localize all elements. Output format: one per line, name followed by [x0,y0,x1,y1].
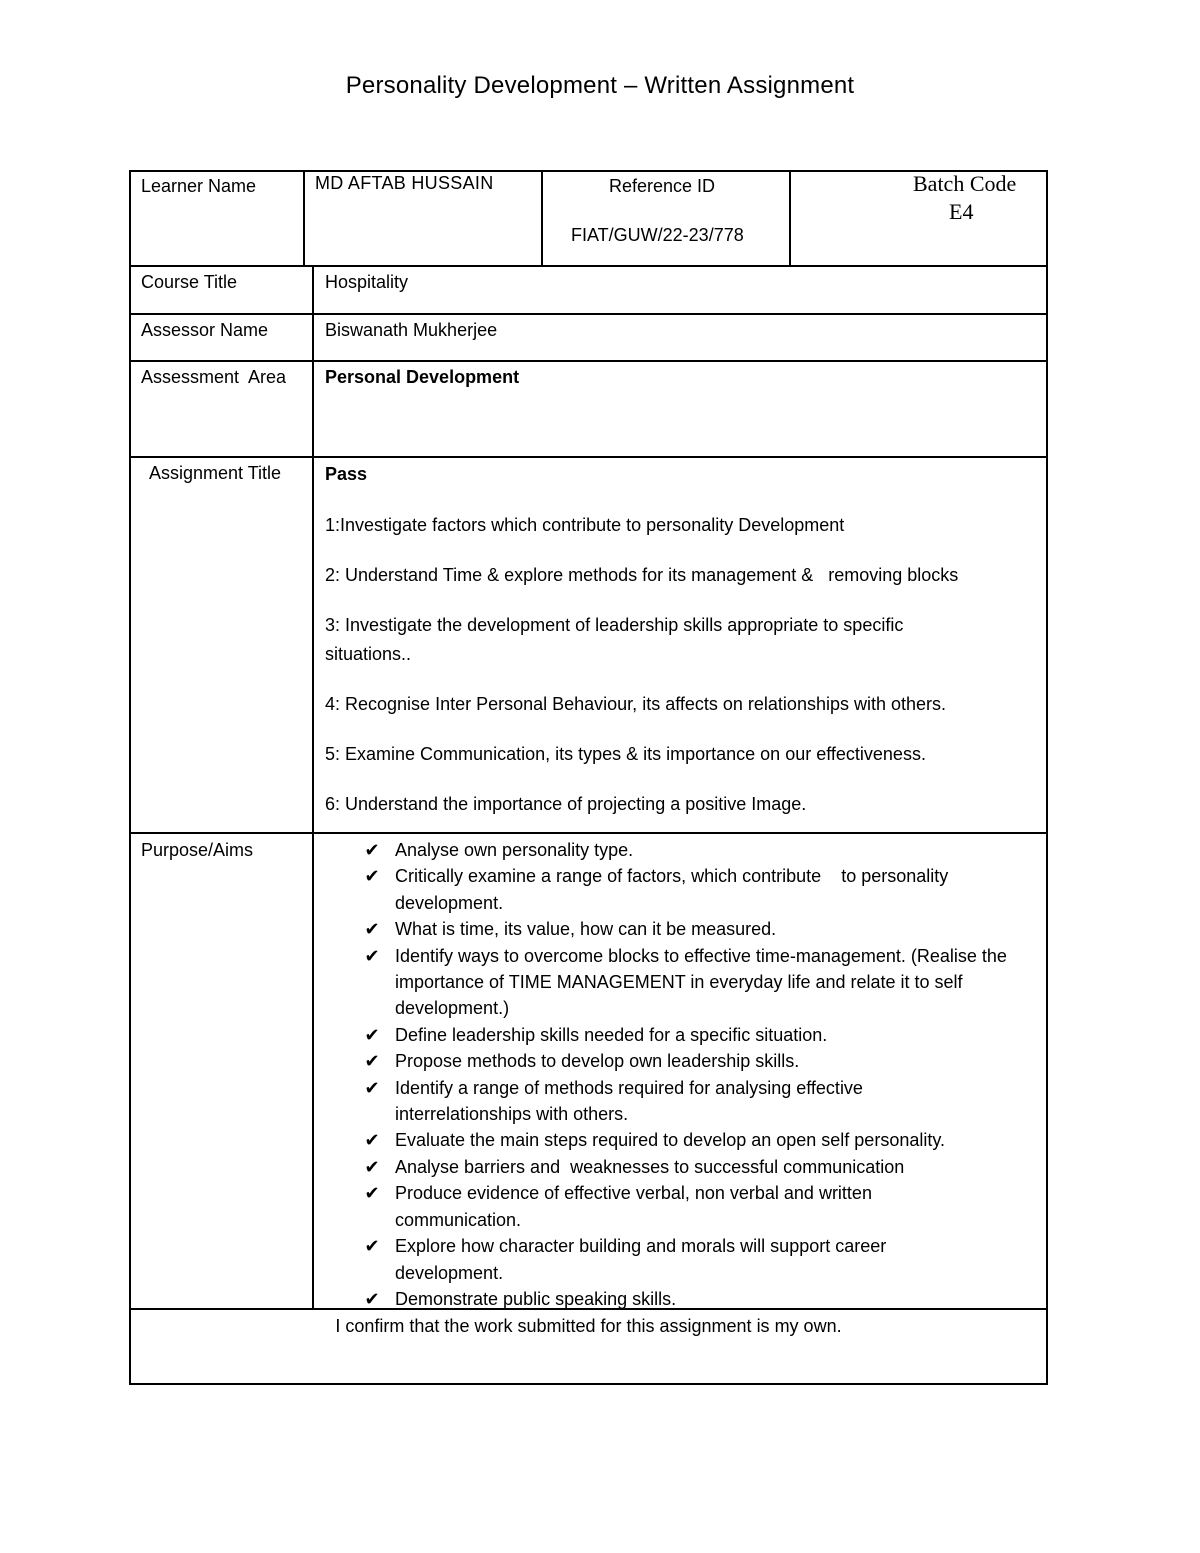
objective-item: 5: Examine Communication, its types & its importance on our effectiveness. [325,744,926,764]
aim-text: Identify ways to overcome blocks to effective time-management. (Realise the importance of TIME MANAGEMENT in everyday life and relate it to self development.) [395,945,1007,1019]
checkmark-icon: ✔ [364,1183,380,1204]
list-item [360,943,1040,1022]
assessor-name-value: Biswanath Mukherjee [325,320,498,340]
aim-text: Analyse own personality type. [395,840,634,860]
aim-text: Evaluate the main steps required to develop an open self personality. [395,1130,946,1151]
purpose-aims-label: Purpose/Aims [141,840,254,860]
objective-item: 6: Understand the importance of projecting a positive Image. [325,794,807,814]
checkmark-icon: ✔ [364,866,380,887]
checkmark-icon: ✔ [364,840,380,860]
assignment-title-label: Assignment Title [149,463,282,483]
checkmark-icon: ✔ [364,1024,380,1045]
checkmark-icon: ✔ [364,1288,380,1309]
checkmark-icon: ✔ [364,1051,380,1072]
list-item [360,863,1010,916]
checkmark-icon: ✔ [364,945,380,966]
pass-heading: Pass [325,464,368,484]
row-divider [129,313,1048,315]
aim-text: Produce evidence of effective verbal, non verbal and written communication. [395,1183,872,1230]
list-item [360,1286,1040,1312]
list-item [360,916,1040,942]
reference-id-value: FIAT/GUW/22-23/778 [571,225,744,245]
course-title-label: Course Title [141,272,238,292]
list-item [360,837,1040,863]
checkmark-icon: ✔ [364,1077,380,1098]
objective-item: 3: Investigate the development of leadership skills appropriate to specific situations.. [325,615,904,664]
course-title-value: Hospitality [325,272,409,292]
row-divider [129,265,1048,267]
list-item [360,1233,995,1286]
aim-text: Propose methods to develop own leadership skills. [395,1051,800,1072]
batch-code-value: E4 [949,199,974,224]
column-divider [789,170,791,266]
objective-item: 4: Recognise Inter Personal Behaviour, its affects on relationships with others. [325,694,947,714]
aim-text: Identify a range of methods required for analysing effective interrelationships with others. [395,1077,863,1125]
aim-text: Demonstrate public speaking skills. [395,1288,677,1309]
list-item [360,1180,995,1233]
objective-item: 2: Understand Time & explore methods for its management & removing blocks [325,565,959,585]
list-item [360,1022,1040,1048]
checkmark-icon: ✔ [364,1130,380,1151]
assessment-area-label: Assessment Area [141,367,287,387]
aim-text: Analyse barriers and weaknesses to successful communication [395,1156,905,1177]
reference-id-label: Reference ID [609,176,716,196]
confirmation-statement: I confirm that the work submitted for this assignment is my own. [335,1316,842,1336]
aim-text: What is time, its value, how can it be measured. [395,919,777,940]
column-divider [303,170,305,266]
aim-text: Define leadership skills needed for a specific situation. [395,1024,828,1045]
list-item [360,1048,1040,1074]
page-title: Personality Development – Written Assignment [345,72,855,99]
aim-text: Critically examine a range of factors, which contribute to personality development. [395,866,954,913]
learner-name-value: MD AFTAB HUSSAIN [315,173,494,193]
assessor-name-label: Assessor Name [141,320,269,340]
list-item [360,1127,1040,1153]
checkmark-icon: ✔ [364,919,380,940]
checkmark-icon: ✔ [364,1236,380,1257]
batch-code-label: Batch Code [913,171,1017,196]
column-divider [312,265,314,1309]
learner-name-label: Learner Name [141,176,257,196]
assignment-objectives [325,460,1040,840]
checkmark-icon: ✔ [364,1156,380,1177]
list-item [360,1154,1040,1180]
row-divider [129,456,1048,458]
list-item [360,1075,975,1128]
objective-item: 1:Investigate factors which contribute to personality Development [325,515,845,535]
row-divider [129,360,1048,362]
assessment-area-value: Personal Development [325,367,520,387]
aim-text: Explore how character building and morals will support career development. [395,1236,887,1283]
column-divider [541,170,543,266]
aims-list [360,837,1040,1312]
